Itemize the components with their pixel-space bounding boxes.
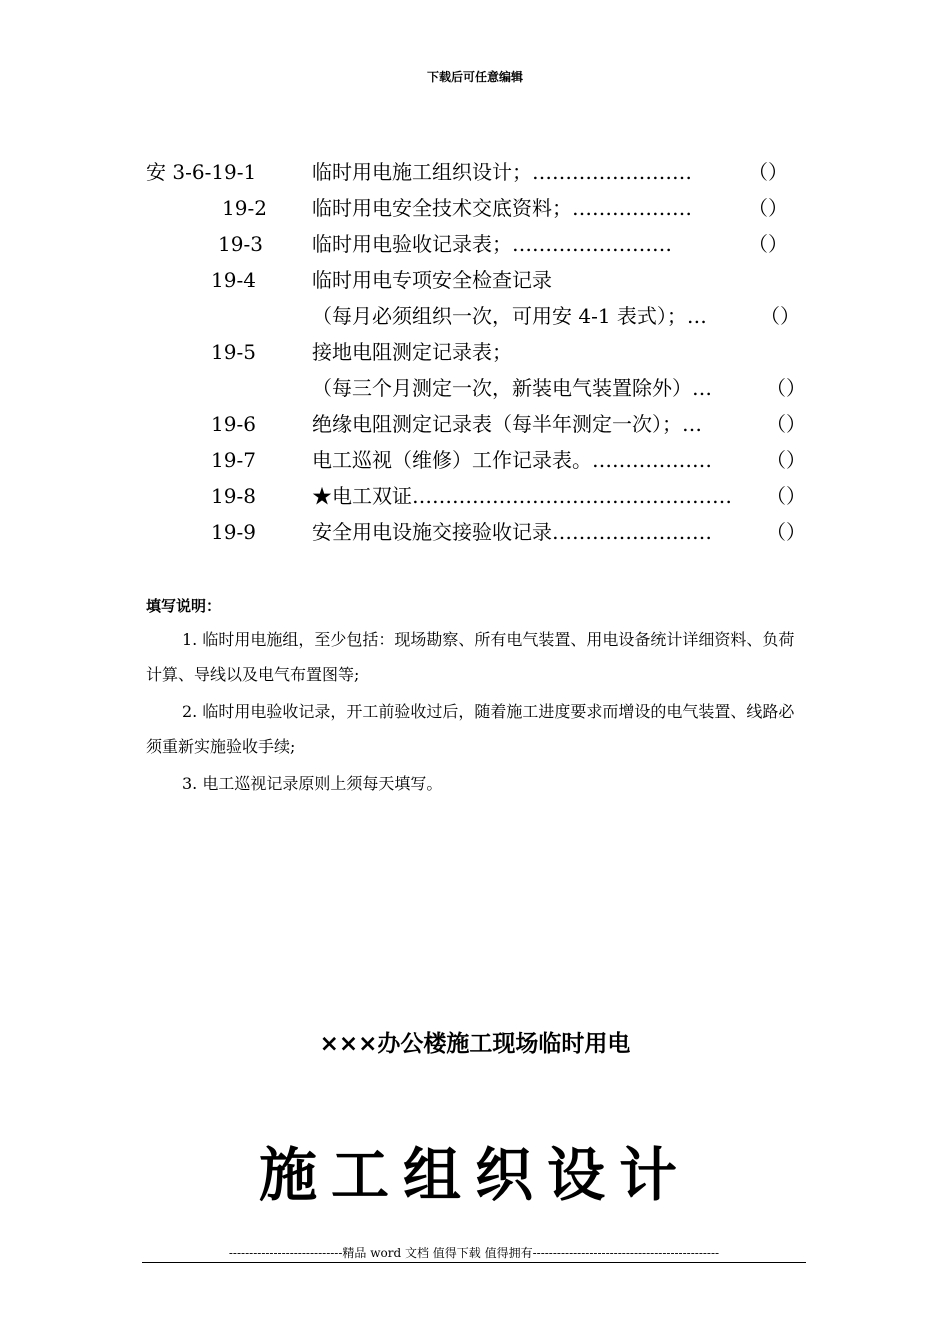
toc-mark: （） — [766, 484, 806, 508]
toc-text: 接地电阻测定记录表； — [312, 340, 512, 364]
toc-mark: （） — [766, 520, 806, 544]
toc-mark: （） — [748, 196, 788, 220]
note-item: 2. 临时用电验收记录，开工前验收过后，随着施工进度要求而增设的电气装置、线路必须重新实施验收手续; — [146, 702, 795, 756]
notes-title: 填写说明： — [146, 597, 222, 615]
toc-row — [0, 442, 950, 478]
document-title: 施工组织设计 — [258, 1141, 691, 1209]
toc-text: 临时用电验收记录表；…………………… — [312, 232, 672, 256]
toc-code: 19-8 — [211, 484, 256, 508]
toc-text: （每三个月测定一次，新装电气装置除外）… — [312, 376, 712, 400]
toc-code: 19-2 — [222, 196, 267, 220]
toc-code: 19-7 — [211, 448, 256, 472]
toc-mark: （） — [766, 412, 806, 436]
toc-row — [0, 154, 950, 190]
note-item: 3. 电工巡视记录原则上须每天填写。 — [182, 774, 443, 793]
toc-code: 19-4 — [211, 268, 256, 292]
toc-row — [0, 226, 950, 262]
toc-text: ★电工双证………………………………………… — [312, 484, 732, 508]
document-subtitle: ×××办公楼施工现场临时用电 — [319, 1031, 631, 1057]
toc-text: 临时用电施工组织设计；…………………… — [312, 160, 692, 184]
toc-text: 临时用电专项安全检查记录 — [312, 268, 552, 292]
toc-text: 电工巡视（维修）工作记录表。……………… — [312, 448, 712, 472]
toc-code: 19-5 — [211, 340, 256, 364]
toc-row — [0, 262, 950, 298]
header-note: 下载后可任意编辑 — [426, 70, 523, 84]
toc-row — [0, 514, 950, 550]
toc-row — [0, 478, 950, 514]
toc-code: 19-9 — [211, 520, 256, 544]
toc-row — [0, 406, 950, 442]
toc-code: 安 3-6-19-1 — [146, 160, 257, 184]
toc-mark: （） — [766, 376, 806, 400]
toc-text: 安全用电设施交接验收记录…………………… — [312, 520, 712, 544]
toc-code: 19-3 — [218, 232, 263, 256]
toc-row — [0, 298, 950, 334]
toc-row — [0, 190, 950, 226]
footer-text: ----------------------------精品 word 文档 值得下载 值得拥有---------------------------------------------- — [228, 1246, 720, 1260]
toc-text: 绝缘电阻测定记录表（每半年测定一次）；… — [312, 412, 702, 436]
toc-row — [0, 334, 950, 370]
toc-text: 临时用电安全技术交底资料；……………… — [312, 196, 692, 220]
toc-row — [0, 370, 950, 406]
toc-text: （每月必须组织一次，可用安 4-1 表式）；… — [312, 304, 707, 328]
toc-mark: （） — [760, 304, 800, 328]
toc-code: 19-6 — [211, 412, 256, 436]
toc-mark: （） — [748, 232, 788, 256]
toc-mark: （） — [766, 448, 806, 472]
toc-mark: （） — [748, 160, 788, 184]
footer-rule — [142, 1262, 806, 1263]
note-item: 1. 临时用电施组，至少包括：现场勘察、所有电气装置、用电设备统计详细资料、负荷计算、导线以及电气布置图等; — [146, 630, 795, 684]
